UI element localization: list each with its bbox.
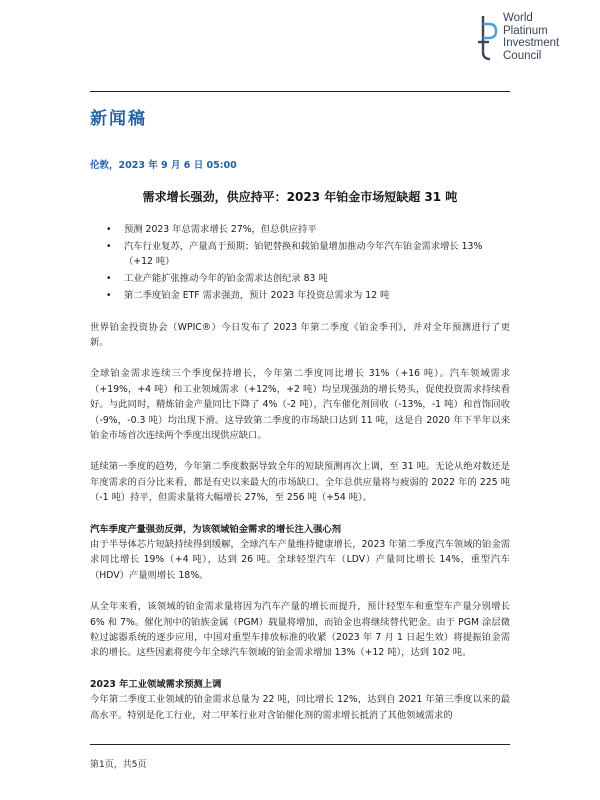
demand-paragraph: 全球铂金需求连续三个季度保持增长，今年第二季度同比增长 31%（+16 吨）。汽车领域需求（+19%，+4 吨）和工业领域需求（+12%，+2 吨）均呈现强劲的增长势头，促使投资需求持续看好。与此同时，精炼铂金产量同比下降了 4%（-2 吨），汽车催化剂回收（-13%，-1 吨）和首饰回收（-9%，-0.3 吨）均出现下滑。这导致第二季度的市场缺口达到 11 吨，这是自 2020 年下半年以来铂金市场首次连续两个季度出现供应缺口。 <box>90 368 510 441</box>
intro-paragraph: 世界铂金投资协会（WPIC®）今日发布了 2023 年第二季度《铂金季刊》，并对全年预测进行了更新。 <box>90 321 510 348</box>
logo-line: Council <box>503 49 542 62</box>
highlight-item: • 预测 2023 年总需求增长 27%，但总供应持平 <box>124 222 510 237</box>
highlight-item: • 工业产能扩张推动今年的铂金需求达创纪录 83 吨 <box>124 271 510 286</box>
highlight-item: • 第二季度铂金 ETF 需求强劲，预计 2023 年投资总需求为 12 吨 <box>124 288 510 303</box>
page-heading: 新闻稿 <box>90 109 147 129</box>
footer-divider <box>90 744 510 745</box>
wpic-logo-wordmark <box>503 12 559 62</box>
automotive-paragraph: 由于半导体芯片短缺持续得到缓解，全球汽车产量维持健康增长，2023 年第二季度汽车领域的铂金需求同比增长 19%（+4 吨），达到 26 吨。全球轻型汽车（LDV）产量同比增长 14%，重型汽车（HDV）产量则增长 18%。 <box>90 539 510 581</box>
logo-line: Platinum <box>503 24 548 37</box>
press-release-title: 需求增长强劲，供应持平：2023 年铂金市场短缺超 31 吨 <box>142 190 458 204</box>
industrial-paragraph: 今年第二季度工业领域的铂金需求总量为 22 吨，同比增长 12%，达到自 2021 年第三季度以来的最高水平。特别是化工行业，对二甲苯行业对含铂催化剂的需求增长抵消了其他领域需求的 <box>90 694 510 721</box>
logo-line: Investment <box>503 37 560 49</box>
dateline: 伦敦，2023 年 9 月 6 日 05:00 <box>90 160 237 171</box>
deficit-paragraph: 延续第一季度的趋势，今年第二季度数据导致全年的短缺预测再次上调，至 31 吨。无论从绝对数还是年度需求的百分比来看，都是有史以来最大的市场缺口。全年总供应量将与疲弱的 2022 年的 225 吨（-1 吨）持平，但需求量将大幅增长 27%，至 256 吨（+54 吨）。 <box>90 461 510 504</box>
page-number: 第1页，共5页 <box>90 760 147 770</box>
highlight-item: • 汽车行业复苏，产量高于预期；铂钯替换和载铂量增加推动今年汽车铂金需求增长 13%（+12 吨） <box>124 239 510 270</box>
header-divider <box>90 91 510 92</box>
logo-line: World <box>503 12 533 24</box>
automotive-subheading: 汽车季度产量强劲反弹，为该领域铂金需求的增长注入强心剂 <box>90 523 342 535</box>
industrial-subheading: 2023 年工业领域需求预测上调 <box>90 678 222 690</box>
wpic-logo-mark-icon <box>477 12 499 62</box>
highlights-list <box>90 222 510 304</box>
automotive-outlook-paragraph: 从全年来看，该领域的铂金需求量将因为汽车产量的增长而提升，预计轻型车和重型车产量分别增长 6% 和 7%。催化剂中的铂族金属（PGM）载量将增加，而铂金也将继续替代钯金。由于 PGM 涂层微粒过滤器系统的逐步应用，中国对重型车排放标准的收紧（2023 年 7 月 1 日起生效）将提振铂金需求的增长。这些因素将使今年全球汽车领域的铂金需求增加 13%（+12 吨），达到 102 吨。 <box>90 601 510 659</box>
wpic-logo <box>477 10 587 70</box>
article-body <box>90 222 510 723</box>
